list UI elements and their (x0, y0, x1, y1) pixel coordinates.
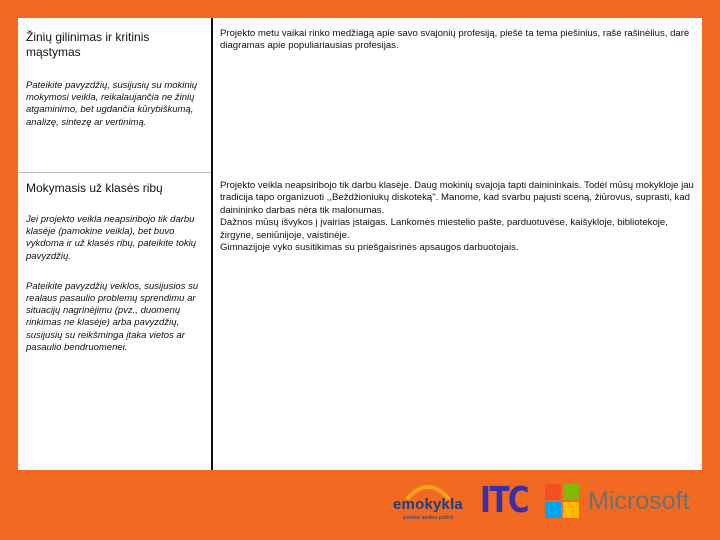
microsoft-wordmark: Microsoft (588, 487, 690, 515)
row2-content-para-2: Dažnos mūsų išvykos į įvairias įstaigas. Lankomės miestelio pašte, parduotuvėse, kaišykloje, bibliotekoje, žirgyne, seniūnijoje, vaistinėje. (220, 217, 668, 241)
row-divider (18, 172, 211, 173)
emokykla-wordmark: emokykla (393, 496, 463, 513)
row1-left-cell (26, 30, 206, 129)
row2-content-para-3: Gimnazijoje vyko susitikimas su priešgaisrinės apsaugos darbuotojais. (220, 242, 519, 254)
ms-yellow-square (563, 502, 579, 518)
microsoft-grid-icon (545, 484, 579, 518)
row1-content-text: Projekto metu vaikai rinko medžiagą apie savo svajonių profesiją, piešė ta tema piešinius, rašė rašinėlius, darė diagramas apie populiariausias profesijas. (220, 28, 690, 52)
emokykla-logo (388, 478, 468, 524)
content-sheet (18, 18, 702, 470)
row1-note: Pateikite pavyzdžių, susijusių su mokinių mokymosi veikla, reikalaujančia ne žinių atgaminimo, bet ugdančia kūrybiškumą, analizę, sintezę ar vertinimą. (26, 80, 198, 128)
row2-content-para-1: Projekto veikla neapsiribojo tik darbu klasėje. Daug mokinių svajoja tapti dainininkais. Todėl mūsų mokykloje jau tradicija tapo organizuoti ,,Beždžioniukų diskoteką". Manome, kad svarbu pajusti sceną, žiūrovus, suprasti, kad dainininko darbas nėra tik malonumas. (220, 180, 694, 216)
row2-note-1: Jei projekto veikla neapsiribojo tik darbu klasėje (pamokine veikla), bet buvo vykdoma ir už klasės ribų, pateikite tokių pavyzdžių. (26, 214, 197, 262)
emokykla-tagline: portalas ateities pažinti (402, 515, 454, 521)
ms-green-square (563, 484, 579, 500)
row1-heading: Žinių gilinimas ir kritinis mąstymas (26, 30, 150, 59)
row1-content (220, 28, 698, 53)
row2-heading: Mokymasis už klasės ribų (26, 181, 163, 195)
ms-blue-square (545, 502, 561, 518)
row2-content (220, 180, 698, 254)
row2-left-cell (26, 181, 206, 354)
itc-logo: ITC (480, 480, 528, 521)
ms-red-square (545, 484, 561, 500)
column-divider (211, 18, 213, 470)
row2-note-2: Pateikite pavyzdžių veiklos, susijusios su realaus pasaulio problemų sprendimu ar situacijų nagrinėjimu (pvz., duomenų rinkimas ne klasėje) arba pavyzdžių, susijusių su reikšminga įtaka vietos ar pasaulio bendruomenei. (26, 280, 199, 353)
